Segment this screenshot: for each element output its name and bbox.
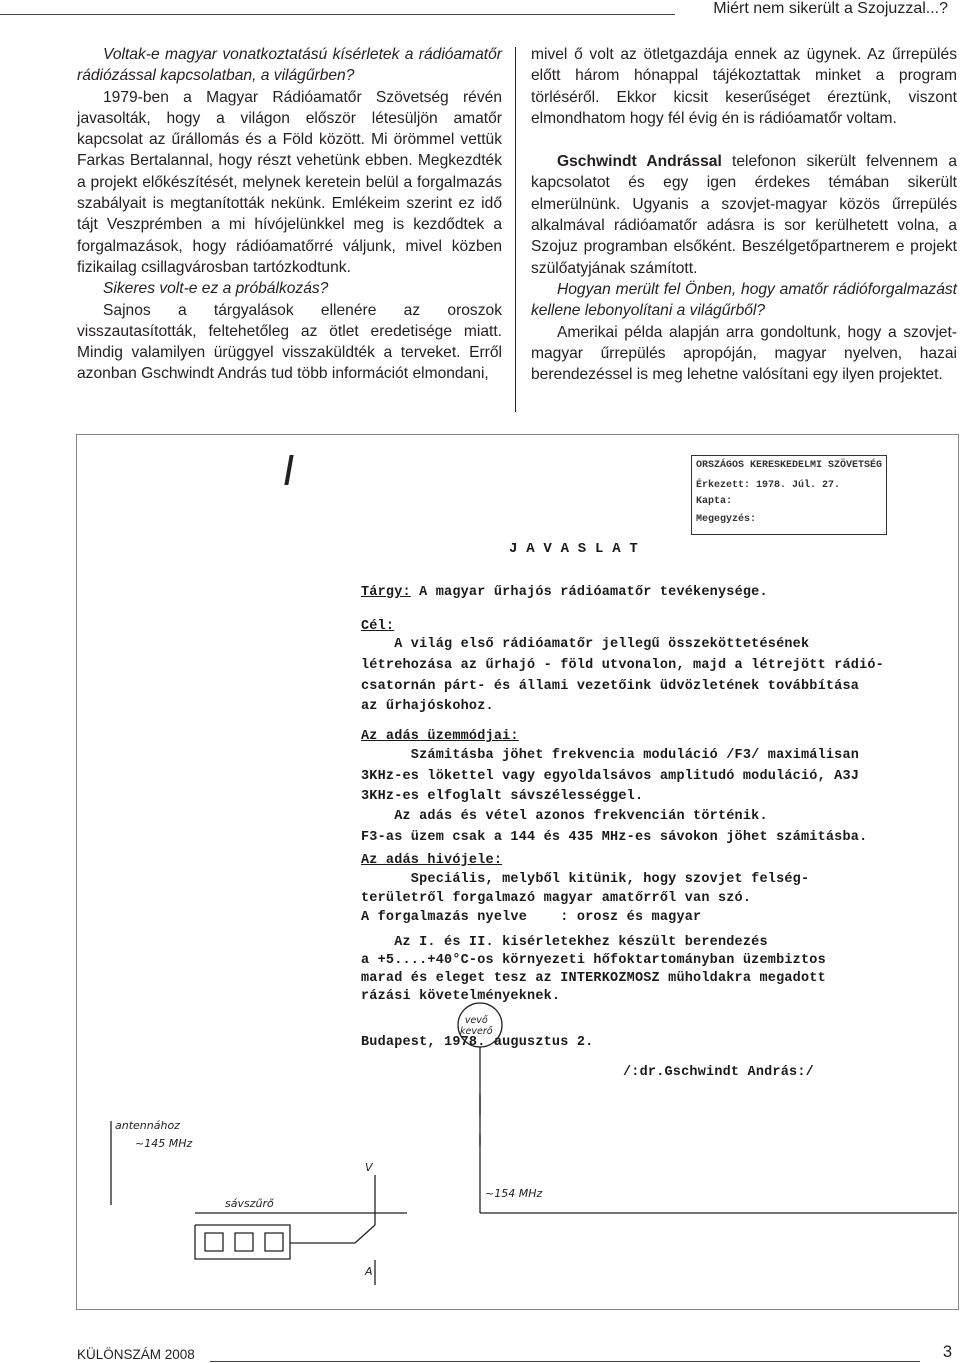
left-column [77,44,502,385]
mode-line-1: Számitásba jöhet frekvencia moduláció /F3/ maximálisan [361,748,860,763]
goal-line-1: A világ első rádióamatőr jellegű összeköttetésének [361,637,810,652]
subject-label: Tárgy: [361,585,411,600]
goal-line-4: az űrhajóskohoz. [361,699,494,714]
mode-line-3: 3KHz-es elfoglalt sávszélességgel. [361,789,644,804]
right-paragraph-1: mivel ő volt az ötletgazdája ennek az ügynek. Az űrrepülés előtt három hónappal tájékoztattak minket a program törléséről. Ekkor kicsit keserűséget éreztünk, viszont elmondhatom hogy fél évig én is rádióamatőr voltam. [531,46,957,127]
running-header-title: Miért nem sikerült a Szojuzzal...? [713,0,948,17]
label-filter: sávszűrő [225,1197,274,1210]
filter-box [195,1225,290,1259]
document-signature: /:dr.Gschwindt András:/ [623,1065,814,1080]
label-154mhz: ~154 MHz [485,1187,543,1200]
frequency-line-1: Az adás és vétel azonos frekvencián történik. [361,809,768,824]
header-rule [0,14,675,15]
equipment-line-4: rázási követelményeknek. [361,989,561,1004]
mode-line-2: 3KHz-es lökettel vagy egyoldalsávos amplitudó moduláció, A3J [361,769,860,784]
page-number: 3 [942,1343,952,1361]
goal-line-2: létrehozása az űrhajó - föld utvonalon, majd a létrejött rádió- [361,658,884,673]
goal-line-3: csatornán párt- és állami vezetőink üdvözletének továbbítása [361,679,860,694]
question-2: Sikeres volt-e ez a próbálkozás? [103,280,329,298]
label-mixer: vevő keverő [460,1015,493,1037]
equipment-line-1: Az I. és II. kisérletekhez készült berendezés [361,935,768,950]
diagram-lines [111,1003,957,1285]
equipment-line-3: marad és eleget tesz az INTERKOZMOSZ müholdakra megadott [361,971,826,986]
answer-3: Amerikai példa alapján arra gondoltunk, hogy a szovjet-magyar űrrepülés apropóján, magyar nyelven, hazai berendezéssel is meg lehetne valósítani egy ilyen projektet. [531,323,957,384]
question-1: Voltak-e magyar vonatkoztatású kísérletek a rádióamatőr rádiózással kapcsolatban, a világűrben? [77,46,502,85]
switch-arm [355,1225,375,1243]
equipment-line-2: a +5....+40°C-os környezeti hőfoktartományban üzembiztos [361,953,826,968]
callsign-label: Az adás hivójele: [361,853,503,868]
callsign-line-2: területről forgalmazó magyar amatőrről van szó. [361,891,752,906]
document-heading: J A V A S L A T [509,541,639,557]
right-paragraph-2-text: telefonon sikerült felvennem a kapcsolatot és egy igen érdekes témában sikerült elmerülnünk. Ugyanis a szovjet-magyar közös űrrepülés alkalmával rádióamatőr adásra is sor kerülhetett volna, a Szojuz programban elsőként. Beszélgetőpartnerem e projekt szülőatyjának számított. [531,153,957,277]
label-a: A [365,1265,373,1278]
block-diagram [77,435,958,1309]
answer-2: Sajnos a tárgyalások ellenére az oroszok visszautasították, feltehetőleg az ötlet eredetisége miatt. Mindig valamilyen ürüggyel visszaküldték a terveket. Erről azonban Gschwindt András tud több információt elmondani, [77,301,502,383]
stamp-title: ORSZÁGOS KERESKEDELMI SZÖVETSÉG [696,460,883,471]
document-date: Budapest, 1978. augusztus 2. [361,1035,594,1050]
question-3: Hogyan merült fel Önben, hogy amatőr rádióforgalmazást kellene lebonyolítani a világűrből? [531,280,957,320]
stamp-received-by: Kapta: [696,496,733,507]
mode-label: Az adás üzemmódjai: [361,729,519,744]
stamp-note: Megegyzés: [696,514,757,525]
frequency-line-2: F3-as üzem csak a 144 és 435 MHz-es sávokon jöhet számitásba. [361,830,868,845]
scanned-document-figure [76,434,959,1310]
interviewee-name: Gschwindt Andrással [557,153,722,171]
right-column [531,44,957,385]
subject-text: A magyar űrhajós rádióamatőr tevékenysége. [410,585,768,600]
answer-1: 1979-ben a Magyar Rádióamatőr Szövetség révén javasolták, hogy a világon először létesüljön amatőr kapcsolat az űrállomás és a Föld között. Mi örömmel vettük Farkas Bertalannal, hogy részt vehetünk ebben. Megkezdték a projekt előkészítését, melynek keretein belül a forgalmazás szabályait is megtanították nekünk. Emlékeim szerint ez idő tájt Veszprémben a mi hívójelünkkel meg is kezdődtek a forgalmazások, hogy rádióamatőrré váljunk, mivel közben fizikailag csillagvárosban tartózkodtunk. [77,88,502,276]
goal-label: Cél: [361,619,395,634]
stamp-received: Érkezett: 1978. Júl. 27. [696,480,841,491]
column-divider [515,47,516,412]
label-v: V [365,1161,373,1174]
filter-cells [205,1233,283,1251]
label-antenna: antennához [115,1119,180,1132]
footer-rule [210,1361,920,1362]
callsign-line-3: A forgalmazás nyelve : orosz és magyar [361,910,702,925]
footer-issue: KÜLÖNSZÁM 2008 [77,1347,195,1362]
right-paragraph-2 [531,151,957,279]
label-145mhz: ~145 MHz [135,1137,193,1150]
callsign-line-1: Speciális, melyből kitünik, hogy szovjet felség- [361,872,810,887]
